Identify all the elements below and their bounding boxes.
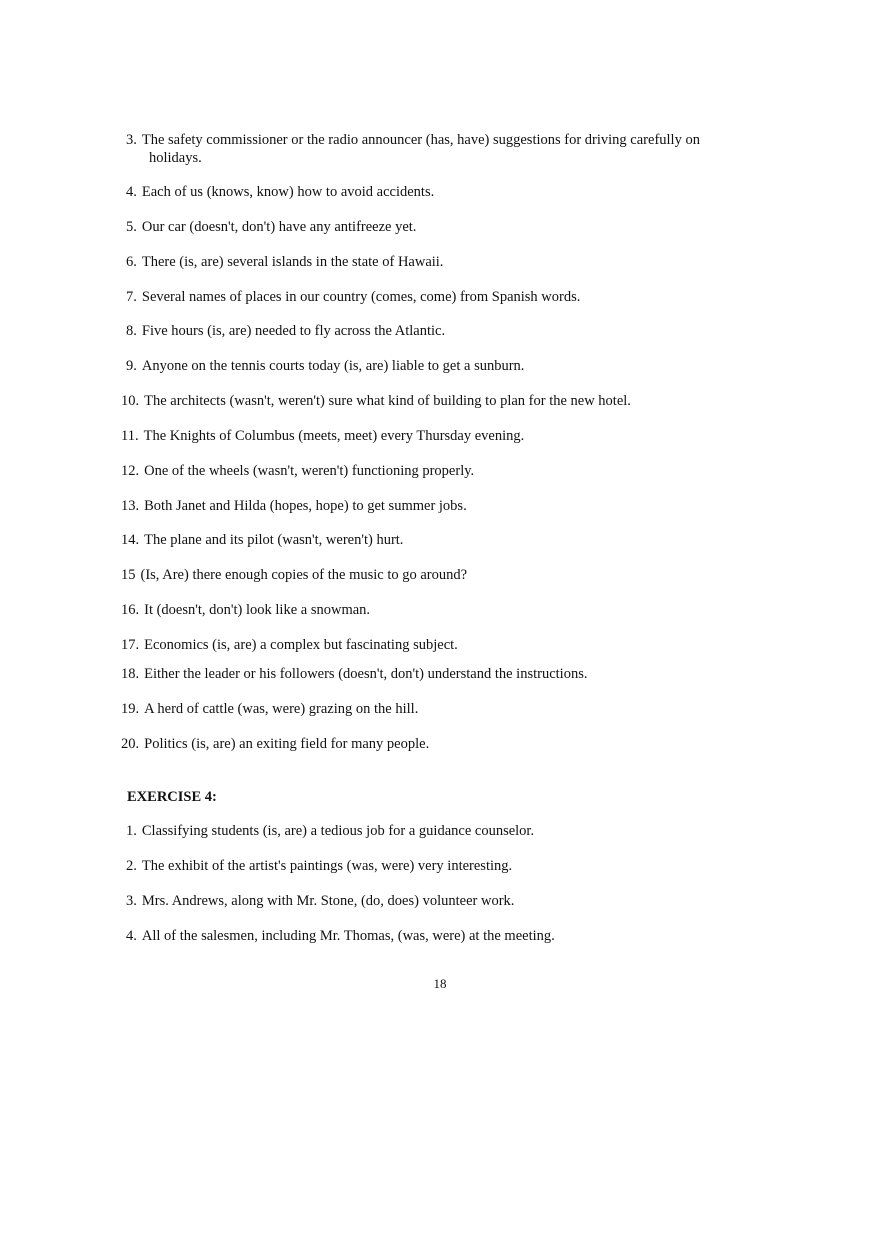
item-number: 3. xyxy=(126,893,137,909)
item-number: 9. xyxy=(126,358,137,374)
item-text: One of the wheels (wasn't, weren't) functioning properly. xyxy=(144,463,475,479)
exercise-item xyxy=(121,665,587,683)
exercise-item xyxy=(126,927,555,945)
exercise-item xyxy=(121,636,458,654)
item-number: 5. xyxy=(126,219,137,235)
exercise-item xyxy=(126,857,512,875)
page-number: 18 xyxy=(433,976,447,991)
item-text: The safety commissioner or the radio announcer (has, have) suggestions for driving carefully on xyxy=(141,132,700,148)
exercise-item xyxy=(126,131,700,149)
item-text: Anyone on the tennis courts today (is, are) liable to get a sunburn. xyxy=(141,358,525,374)
item-number: 19. xyxy=(121,701,140,717)
item-number: 4. xyxy=(126,184,137,200)
item-number: 16. xyxy=(121,602,140,618)
item-text-continuation: holidays. xyxy=(149,150,202,166)
item-number: 1. xyxy=(126,823,137,839)
item-number: 13. xyxy=(121,498,140,514)
exercise-item xyxy=(121,531,403,549)
item-number: 18. xyxy=(121,666,140,682)
item-number: 15 xyxy=(121,567,136,583)
exercise-item xyxy=(126,183,434,201)
item-text: Classifying students (is, are) a tedious job for a guidance counselor. xyxy=(141,823,535,839)
exercise-heading: EXERCISE 4: xyxy=(127,789,217,805)
item-text: Several names of places in our country (comes, come) from Spanish words. xyxy=(141,289,581,305)
item-text: The Knights of Columbus (meets, meet) every Thursday evening. xyxy=(143,428,525,444)
item-text: Either the leader or his followers (doesn't, don't) understand the instructions. xyxy=(144,666,588,682)
exercise-item xyxy=(126,288,580,306)
exercise-item xyxy=(121,700,418,718)
item-number: 11. xyxy=(121,428,139,444)
item-number: 12. xyxy=(121,463,140,479)
item-number: 20. xyxy=(121,736,140,752)
item-number: 2. xyxy=(126,858,137,874)
item-number: 3. xyxy=(126,132,137,148)
item-text: Politics (is, are) an exiting field for many people. xyxy=(144,736,430,752)
item-number: 14. xyxy=(121,532,140,548)
exercise-item xyxy=(121,427,524,445)
item-text: It (doesn't, don't) look like a snowman. xyxy=(144,602,371,618)
exercise-item xyxy=(121,735,429,753)
item-text: (Is, Are) there enough copies of the music to go around? xyxy=(140,567,468,583)
item-text: The exhibit of the artist's paintings (was, were) very interesting. xyxy=(141,858,513,874)
item-number: 10. xyxy=(121,393,140,409)
item-text: A herd of cattle (was, were) grazing on the hill. xyxy=(144,701,419,717)
item-number: 6. xyxy=(126,254,137,270)
item-text: The plane and its pilot (wasn't, weren't) hurt. xyxy=(144,532,404,548)
exercise-item xyxy=(121,392,631,410)
item-number: 4. xyxy=(126,928,137,944)
item-text: All of the salesmen, including Mr. Thomas, (was, were) at the meeting. xyxy=(141,928,555,944)
exercise-item xyxy=(126,253,443,271)
item-text: Each of us (knows, know) how to avoid accidents. xyxy=(141,184,435,200)
exercise-item xyxy=(121,566,467,584)
item-number: 17. xyxy=(121,637,140,653)
exercise-item xyxy=(126,822,534,840)
exercise-item xyxy=(126,357,524,375)
exercise-item xyxy=(126,892,514,910)
exercise-item xyxy=(126,322,445,340)
item-number: 8. xyxy=(126,323,137,339)
item-text: The architects (wasn't, weren't) sure what kind of building to plan for the new hotel. xyxy=(144,393,631,409)
item-text: Mrs. Andrews, along with Mr. Stone, (do, does) volunteer work. xyxy=(141,893,515,909)
item-text: Both Janet and Hilda (hopes, hope) to get summer jobs. xyxy=(144,498,467,514)
item-number: 7. xyxy=(126,289,137,305)
item-text: Economics (is, are) a complex but fascinating subject. xyxy=(144,637,458,653)
exercise-item xyxy=(126,218,416,236)
exercise-item xyxy=(121,497,467,515)
item-text: There (is, are) several islands in the state of Hawaii. xyxy=(141,254,444,270)
exercise-item xyxy=(121,462,474,480)
item-text: Our car (doesn't, don't) have any antifreeze yet. xyxy=(141,219,417,235)
exercise-item xyxy=(121,601,370,619)
item-text: Five hours (is, are) needed to fly across the Atlantic. xyxy=(141,323,446,339)
